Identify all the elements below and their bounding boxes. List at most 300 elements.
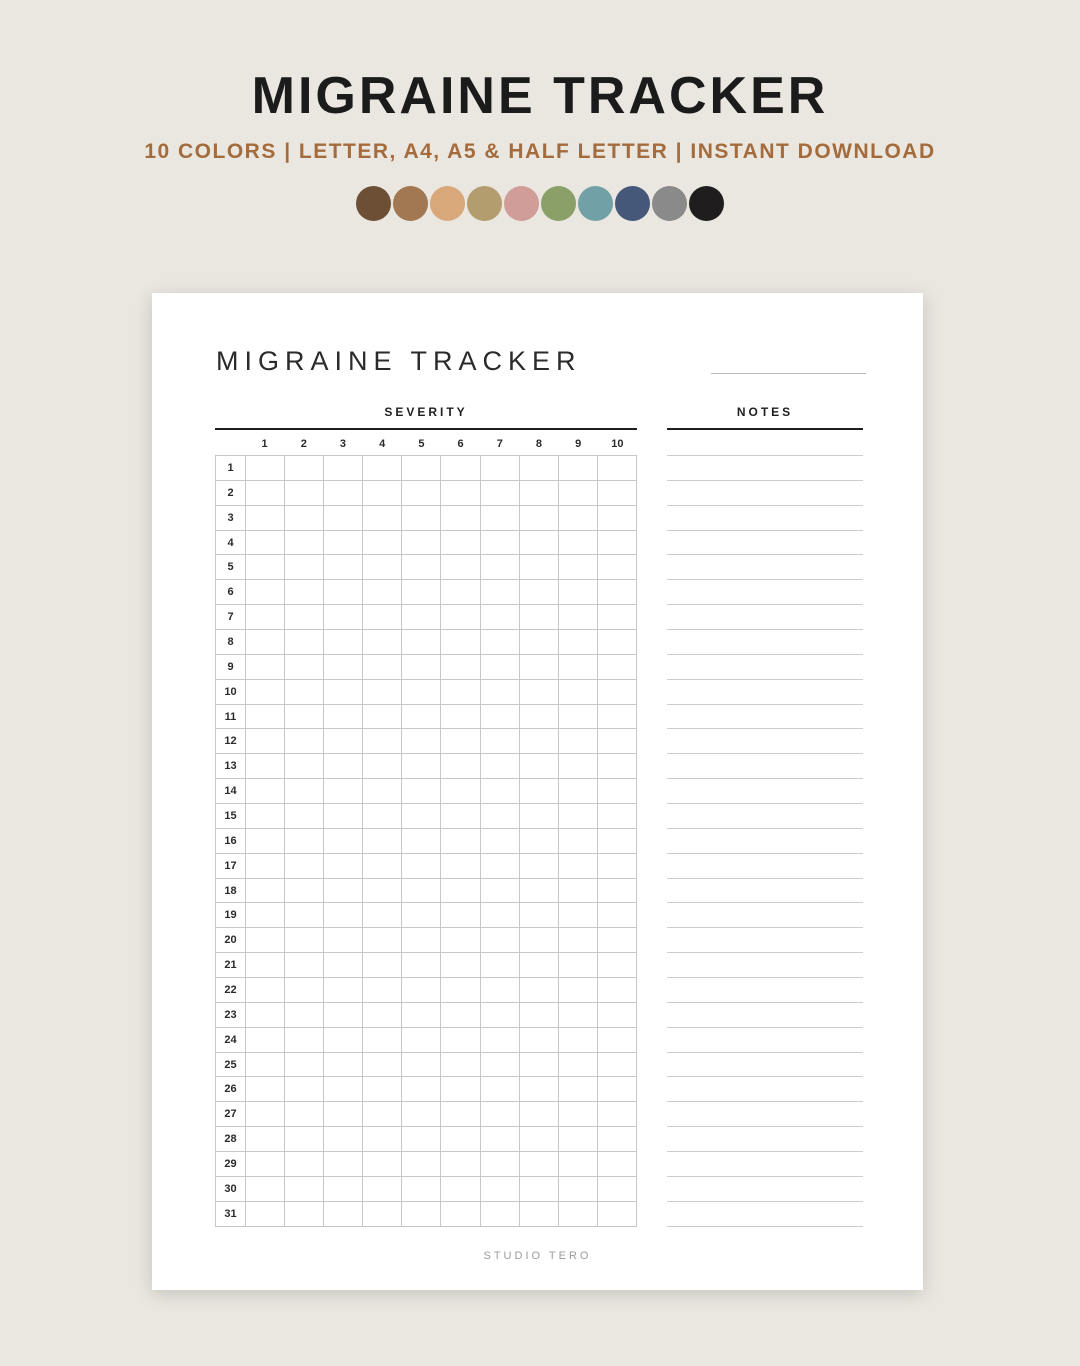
severity-cell-18-3 — [324, 879, 363, 904]
note-line — [667, 1202, 863, 1227]
note-line — [667, 506, 863, 531]
day-label-26: 26 — [216, 1077, 246, 1102]
severity-cell-4-8 — [520, 531, 559, 556]
severity-cell-4-3 — [324, 531, 363, 556]
severity-cell-2-5 — [402, 481, 441, 506]
severity-cell-6-3 — [324, 580, 363, 605]
severity-cell-13-3 — [324, 754, 363, 779]
severity-cell-17-1 — [246, 854, 285, 879]
severity-cell-20-3 — [324, 928, 363, 953]
day-label-2: 2 — [216, 481, 246, 506]
severity-cell-25-9 — [559, 1053, 598, 1078]
severity-cell-2-3 — [324, 481, 363, 506]
severity-cell-15-3 — [324, 804, 363, 829]
severity-cell-6-1 — [246, 580, 285, 605]
dark-brown-swatch — [356, 186, 391, 221]
severity-cell-11-1 — [246, 705, 285, 730]
severity-cell-23-9 — [559, 1003, 598, 1028]
severity-cell-20-1 — [246, 928, 285, 953]
severity-cell-28-5 — [402, 1127, 441, 1152]
severity-cell-4-1 — [246, 531, 285, 556]
severity-cell-22-8 — [520, 978, 559, 1003]
severity-cell-29-8 — [520, 1152, 559, 1177]
severity-cell-27-1 — [246, 1102, 285, 1127]
severity-cell-1-3 — [324, 456, 363, 481]
severity-cell-1-6 — [441, 456, 480, 481]
severity-cell-11-2 — [285, 705, 324, 730]
severity-cell-12-6 — [441, 729, 480, 754]
severity-cell-30-1 — [246, 1177, 285, 1202]
severity-cell-14-10 — [598, 779, 637, 804]
day-label-8: 8 — [216, 630, 246, 655]
severity-cell-24-4 — [363, 1028, 402, 1053]
day-label-9: 9 — [216, 655, 246, 680]
severity-cell-30-2 — [285, 1177, 324, 1202]
severity-cell-20-4 — [363, 928, 402, 953]
navy-swatch — [615, 186, 650, 221]
day-label-6: 6 — [216, 580, 246, 605]
severity-cell-30-10 — [598, 1177, 637, 1202]
severity-cell-14-4 — [363, 779, 402, 804]
severity-cell-3-6 — [441, 506, 480, 531]
severity-cell-31-1 — [246, 1202, 285, 1227]
day-label-16: 16 — [216, 829, 246, 854]
severity-cell-31-4 — [363, 1202, 402, 1227]
severity-cell-26-4 — [363, 1077, 402, 1102]
severity-cell-8-4 — [363, 630, 402, 655]
severity-cell-16-7 — [481, 829, 520, 854]
severity-cell-25-4 — [363, 1053, 402, 1078]
severity-cell-11-7 — [481, 705, 520, 730]
severity-cell-27-9 — [559, 1102, 598, 1127]
severity-cell-21-3 — [324, 953, 363, 978]
day-label-25: 25 — [216, 1053, 246, 1078]
day-label-14: 14 — [216, 779, 246, 804]
severity-cell-3-1 — [246, 506, 285, 531]
severity-col-header-10: 10 — [611, 438, 624, 450]
severity-cell-2-9 — [559, 481, 598, 506]
severity-cell-24-5 — [402, 1028, 441, 1053]
severity-cell-21-5 — [402, 953, 441, 978]
severity-cell-14-7 — [481, 779, 520, 804]
severity-cell-12-2 — [285, 729, 324, 754]
severity-cell-27-7 — [481, 1102, 520, 1127]
severity-cell-11-10 — [598, 705, 637, 730]
severity-cell-24-7 — [481, 1028, 520, 1053]
severity-cell-3-5 — [402, 506, 441, 531]
severity-col-header-4: 4 — [379, 438, 386, 450]
color-swatches — [0, 186, 1080, 221]
note-line — [667, 655, 863, 680]
severity-cell-16-4 — [363, 829, 402, 854]
severity-cell-10-2 — [285, 680, 324, 705]
severity-cell-30-9 — [559, 1177, 598, 1202]
severity-cell-17-10 — [598, 854, 637, 879]
severity-cell-20-8 — [520, 928, 559, 953]
day-label-17: 17 — [216, 854, 246, 879]
severity-cell-21-8 — [520, 953, 559, 978]
brand-footer: STUDIO TERO — [483, 1250, 592, 1262]
severity-cell-6-5 — [402, 580, 441, 605]
severity-cell-19-5 — [402, 903, 441, 928]
severity-cell-26-10 — [598, 1077, 637, 1102]
severity-cell-4-7 — [481, 531, 520, 556]
severity-cell-24-6 — [441, 1028, 480, 1053]
severity-cell-1-4 — [363, 456, 402, 481]
severity-cell-2-7 — [481, 481, 520, 506]
severity-col-header-6: 6 — [457, 438, 464, 450]
severity-cell-2-2 — [285, 481, 324, 506]
severity-cell-20-6 — [441, 928, 480, 953]
severity-cell-13-10 — [598, 754, 637, 779]
severity-cell-22-10 — [598, 978, 637, 1003]
severity-cell-9-5 — [402, 655, 441, 680]
severity-cell-21-4 — [363, 953, 402, 978]
note-line — [667, 829, 863, 854]
severity-cell-29-6 — [441, 1152, 480, 1177]
severity-cell-8-6 — [441, 630, 480, 655]
severity-cell-30-4 — [363, 1177, 402, 1202]
severity-cell-9-10 — [598, 655, 637, 680]
severity-cell-7-2 — [285, 605, 324, 630]
severity-cell-3-8 — [520, 506, 559, 531]
severity-cell-30-3 — [324, 1177, 363, 1202]
severity-cell-7-7 — [481, 605, 520, 630]
note-line — [667, 605, 863, 630]
severity-cell-28-4 — [363, 1127, 402, 1152]
severity-cell-19-8 — [520, 903, 559, 928]
note-line — [667, 779, 863, 804]
day-label-11: 11 — [216, 705, 246, 730]
severity-cell-17-3 — [324, 854, 363, 879]
severity-cell-8-8 — [520, 630, 559, 655]
note-line — [667, 555, 863, 580]
day-label-13: 13 — [216, 754, 246, 779]
severity-cell-16-1 — [246, 829, 285, 854]
severity-cell-21-7 — [481, 953, 520, 978]
severity-cell-10-7 — [481, 680, 520, 705]
severity-cell-14-2 — [285, 779, 324, 804]
severity-cell-6-4 — [363, 580, 402, 605]
severity-cell-2-10 — [598, 481, 637, 506]
severity-cell-27-3 — [324, 1102, 363, 1127]
severity-cell-18-6 — [441, 879, 480, 904]
severity-cell-17-8 — [520, 854, 559, 879]
severity-cell-28-9 — [559, 1127, 598, 1152]
severity-cell-8-10 — [598, 630, 637, 655]
day-label-21: 21 — [216, 953, 246, 978]
brown-swatch — [393, 186, 428, 221]
severity-cell-25-3 — [324, 1053, 363, 1078]
note-line — [667, 1003, 863, 1028]
severity-cell-12-5 — [402, 729, 441, 754]
severity-cell-5-4 — [363, 555, 402, 580]
corner-cell — [215, 435, 245, 453]
severity-cell-4-10 — [598, 531, 637, 556]
severity-cell-16-2 — [285, 829, 324, 854]
day-label-12: 12 — [216, 729, 246, 754]
severity-cell-1-2 — [285, 456, 324, 481]
severity-cell-30-7 — [481, 1177, 520, 1202]
severity-cell-18-10 — [598, 879, 637, 904]
page-title: MIGRAINE TRACKER — [216, 346, 582, 376]
sage-swatch — [541, 186, 576, 221]
severity-grid — [215, 455, 637, 1227]
severity-cell-18-4 — [363, 879, 402, 904]
severity-cell-19-1 — [246, 903, 285, 928]
severity-cell-9-4 — [363, 655, 402, 680]
tan-swatch — [430, 186, 465, 221]
severity-cell-22-3 — [324, 978, 363, 1003]
severity-cell-27-5 — [402, 1102, 441, 1127]
severity-cell-2-1 — [246, 481, 285, 506]
severity-cell-18-8 — [520, 879, 559, 904]
day-label-5: 5 — [216, 555, 246, 580]
severity-cell-10-4 — [363, 680, 402, 705]
day-label-22: 22 — [216, 978, 246, 1003]
severity-cell-10-3 — [324, 680, 363, 705]
severity-cell-7-9 — [559, 605, 598, 630]
note-line — [667, 1077, 863, 1102]
severity-cell-24-9 — [559, 1028, 598, 1053]
severity-cell-21-2 — [285, 953, 324, 978]
severity-cell-9-7 — [481, 655, 520, 680]
note-line — [667, 705, 863, 730]
severity-cell-27-2 — [285, 1102, 324, 1127]
severity-heading: SEVERITY — [384, 405, 468, 419]
day-label-4: 4 — [216, 531, 246, 556]
severity-cell-15-6 — [441, 804, 480, 829]
severity-cell-29-3 — [324, 1152, 363, 1177]
note-line — [667, 580, 863, 605]
severity-cell-12-1 — [246, 729, 285, 754]
note-line — [667, 531, 863, 556]
severity-cell-26-6 — [441, 1077, 480, 1102]
severity-cell-9-2 — [285, 655, 324, 680]
severity-cell-21-10 — [598, 953, 637, 978]
severity-cell-10-10 — [598, 680, 637, 705]
severity-cell-25-7 — [481, 1053, 520, 1078]
severity-cell-4-5 — [402, 531, 441, 556]
severity-cell-25-1 — [246, 1053, 285, 1078]
severity-cell-30-5 — [402, 1177, 441, 1202]
severity-cell-11-4 — [363, 705, 402, 730]
note-line — [667, 978, 863, 1003]
severity-col-header-8: 8 — [535, 438, 543, 450]
severity-cell-29-10 — [598, 1152, 637, 1177]
severity-cell-5-3 — [324, 555, 363, 580]
day-label-28: 28 — [216, 1127, 246, 1152]
severity-cell-24-2 — [285, 1028, 324, 1053]
severity-cell-8-1 — [246, 630, 285, 655]
severity-cell-31-10 — [598, 1202, 637, 1227]
severity-cell-8-5 — [402, 630, 441, 655]
severity-cell-15-2 — [285, 804, 324, 829]
severity-cell-19-7 — [481, 903, 520, 928]
severity-cell-28-10 — [598, 1127, 637, 1152]
severity-cell-1-9 — [559, 456, 598, 481]
severity-cell-3-7 — [481, 506, 520, 531]
severity-cell-14-1 — [246, 779, 285, 804]
severity-cell-7-6 — [441, 605, 480, 630]
severity-cell-7-10 — [598, 605, 637, 630]
severity-cell-8-3 — [324, 630, 363, 655]
severity-cell-10-8 — [520, 680, 559, 705]
black-swatch — [689, 186, 724, 221]
day-label-31: 31 — [216, 1202, 246, 1227]
severity-cell-24-8 — [520, 1028, 559, 1053]
severity-cell-1-8 — [520, 456, 559, 481]
severity-cell-13-8 — [520, 754, 559, 779]
day-label-7: 7 — [216, 605, 246, 630]
note-line — [667, 1053, 863, 1078]
severity-cell-31-8 — [520, 1202, 559, 1227]
severity-cell-5-5 — [402, 555, 441, 580]
day-label-20: 20 — [216, 928, 246, 953]
severity-cell-27-8 — [520, 1102, 559, 1127]
severity-cell-13-4 — [363, 754, 402, 779]
severity-cell-11-3 — [324, 705, 363, 730]
note-line — [667, 456, 863, 481]
severity-cell-5-1 — [246, 555, 285, 580]
severity-cell-6-6 — [441, 580, 480, 605]
severity-cell-5-2 — [285, 555, 324, 580]
severity-col-header-2: 2 — [300, 438, 307, 450]
day-label-18: 18 — [216, 879, 246, 904]
severity-cell-19-4 — [363, 903, 402, 928]
severity-cell-13-6 — [441, 754, 480, 779]
severity-cell-30-8 — [520, 1177, 559, 1202]
severity-cell-31-9 — [559, 1202, 598, 1227]
day-label-23: 23 — [216, 1003, 246, 1028]
notes-heading: NOTES — [736, 405, 794, 419]
severity-cell-17-5 — [402, 854, 441, 879]
severity-cell-14-8 — [520, 779, 559, 804]
severity-cell-19-3 — [324, 903, 363, 928]
severity-cell-13-7 — [481, 754, 520, 779]
note-line — [667, 1028, 863, 1053]
note-line — [667, 903, 863, 928]
severity-cell-15-8 — [520, 804, 559, 829]
severity-cell-14-9 — [559, 779, 598, 804]
severity-cell-15-5 — [402, 804, 441, 829]
severity-cell-17-9 — [559, 854, 598, 879]
severity-cell-8-9 — [559, 630, 598, 655]
severity-cell-20-7 — [481, 928, 520, 953]
severity-cell-28-1 — [246, 1127, 285, 1152]
severity-cell-20-5 — [402, 928, 441, 953]
severity-cell-9-8 — [520, 655, 559, 680]
severity-cell-23-1 — [246, 1003, 285, 1028]
severity-cell-28-2 — [285, 1127, 324, 1152]
severity-cell-20-9 — [559, 928, 598, 953]
note-line — [667, 1177, 863, 1202]
severity-cell-12-8 — [520, 729, 559, 754]
note-line — [667, 481, 863, 506]
severity-cell-3-10 — [598, 506, 637, 531]
day-label-1: 1 — [216, 456, 246, 481]
day-label-27: 27 — [216, 1102, 246, 1127]
severity-cell-5-8 — [520, 555, 559, 580]
severity-cell-4-2 — [285, 531, 324, 556]
severity-cell-23-7 — [481, 1003, 520, 1028]
severity-heading-rule — [215, 428, 637, 430]
severity-cell-11-8 — [520, 705, 559, 730]
severity-cell-5-9 — [559, 555, 598, 580]
severity-cell-21-1 — [246, 953, 285, 978]
severity-cell-31-7 — [481, 1202, 520, 1227]
severity-col-header-3: 3 — [339, 438, 347, 450]
severity-cell-9-3 — [324, 655, 363, 680]
severity-cell-7-4 — [363, 605, 402, 630]
severity-cell-30-6 — [441, 1177, 480, 1202]
severity-cell-8-7 — [481, 630, 520, 655]
note-line — [667, 953, 863, 978]
severity-cell-5-6 — [441, 555, 480, 580]
severity-cell-29-1 — [246, 1152, 285, 1177]
severity-cell-14-3 — [324, 779, 363, 804]
severity-cell-21-6 — [441, 953, 480, 978]
severity-cell-26-1 — [246, 1077, 285, 1102]
severity-cell-25-10 — [598, 1053, 637, 1078]
severity-cell-21-9 — [559, 953, 598, 978]
severity-cell-24-3 — [324, 1028, 363, 1053]
severity-cell-19-9 — [559, 903, 598, 928]
severity-cell-24-10 — [598, 1028, 637, 1053]
date-blank-line — [711, 345, 866, 374]
note-line — [667, 754, 863, 779]
severity-cell-14-5 — [402, 779, 441, 804]
severity-cell-6-9 — [559, 580, 598, 605]
gray-swatch — [652, 186, 687, 221]
severity-cell-9-1 — [246, 655, 285, 680]
severity-cell-18-1 — [246, 879, 285, 904]
severity-column-headers — [215, 435, 637, 453]
severity-cell-17-2 — [285, 854, 324, 879]
severity-cell-10-5 — [402, 680, 441, 705]
severity-cell-10-6 — [441, 680, 480, 705]
severity-cell-26-8 — [520, 1077, 559, 1102]
severity-cell-29-4 — [363, 1152, 402, 1177]
severity-cell-27-6 — [441, 1102, 480, 1127]
severity-cell-23-4 — [363, 1003, 402, 1028]
severity-cell-22-2 — [285, 978, 324, 1003]
note-line — [667, 879, 863, 904]
severity-cell-19-2 — [285, 903, 324, 928]
severity-cell-26-3 — [324, 1077, 363, 1102]
severity-cell-31-5 — [402, 1202, 441, 1227]
severity-cell-15-9 — [559, 804, 598, 829]
severity-cell-3-2 — [285, 506, 324, 531]
note-line — [667, 804, 863, 829]
severity-col-header-5: 5 — [418, 438, 425, 450]
severity-cell-1-10 — [598, 456, 637, 481]
severity-cell-22-6 — [441, 978, 480, 1003]
severity-cell-3-9 — [559, 506, 598, 531]
severity-cell-4-9 — [559, 531, 598, 556]
severity-cell-31-3 — [324, 1202, 363, 1227]
severity-cell-12-9 — [559, 729, 598, 754]
severity-cell-23-10 — [598, 1003, 637, 1028]
severity-cell-5-7 — [481, 555, 520, 580]
severity-cell-31-2 — [285, 1202, 324, 1227]
severity-cell-25-8 — [520, 1053, 559, 1078]
rose-swatch — [504, 186, 539, 221]
severity-cell-20-2 — [285, 928, 324, 953]
severity-cell-17-4 — [363, 854, 402, 879]
severity-cell-29-7 — [481, 1152, 520, 1177]
severity-cell-18-5 — [402, 879, 441, 904]
